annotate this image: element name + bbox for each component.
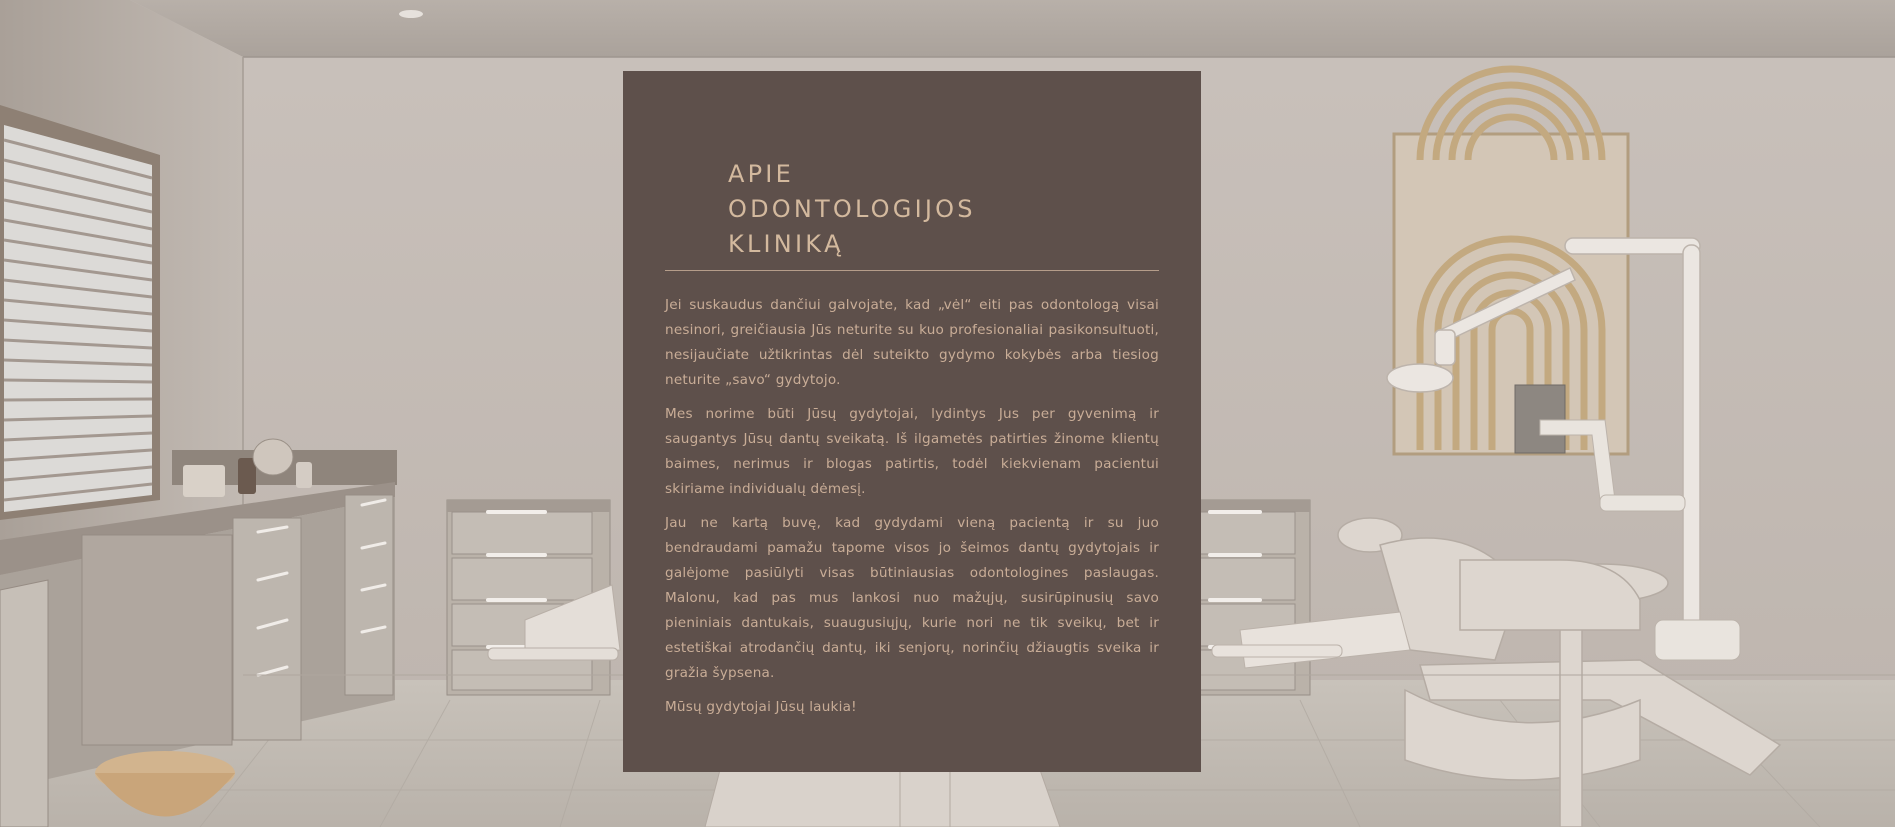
section-title-line-3: KLINIKĄ xyxy=(728,230,844,258)
about-clinic-card xyxy=(623,71,1201,772)
title-divider xyxy=(665,270,1159,271)
about-paragraph-2: Mes norime būti Jūsų gydytojai, lydintys Jus per gyvenimą ir saugantys Jūsų dantų sveikatą. Iš ilgametės patirties žinome klientų baimes, nerimus ir blogas patirtis, todėl kiekvienam pacientui skiriame individualų dėmesį. xyxy=(665,406,1159,497)
about-text xyxy=(665,293,1159,729)
about-paragraph-3: Jau ne kartą buvę, kad gydydami vieną pacientą ir su juo bendraudami pamažu tapome visos jo šeimos dantų gydytojais ir galėjome pasiūlyti visas būtiniausias odontologines paslaugas. Malonu, kad pas mus lankosi nuo mažųjų, susirūpinusių savo pieniniais dantukais, suaugusiųjų, kurie nori ne tik sveikų, bet ir estetiškai atrodančių dantų, iki senjorų, norinčių džiaugtis sveika ir gražia šypsena. xyxy=(665,515,1159,681)
about-paragraph-1: Jei suskaudus dančiui galvojate, kad „vėl“ eiti pas odontologą visai nesinori, greičiausia Jūs neturite su kuo profesionaliai pasikonsultuoti, nesijaučiate užtikrintas dėl suteikto gydymo kokybės arba tiesiog neturite „savo“ gydytojo. xyxy=(665,297,1159,388)
section-title-line-1: APIE xyxy=(728,160,794,188)
section-title-line-2: ODONTOLOGIJOS xyxy=(728,195,976,223)
section-title xyxy=(728,157,1128,262)
about-paragraph-4: Mūsų gydytojai Jūsų laukia! xyxy=(665,699,857,715)
